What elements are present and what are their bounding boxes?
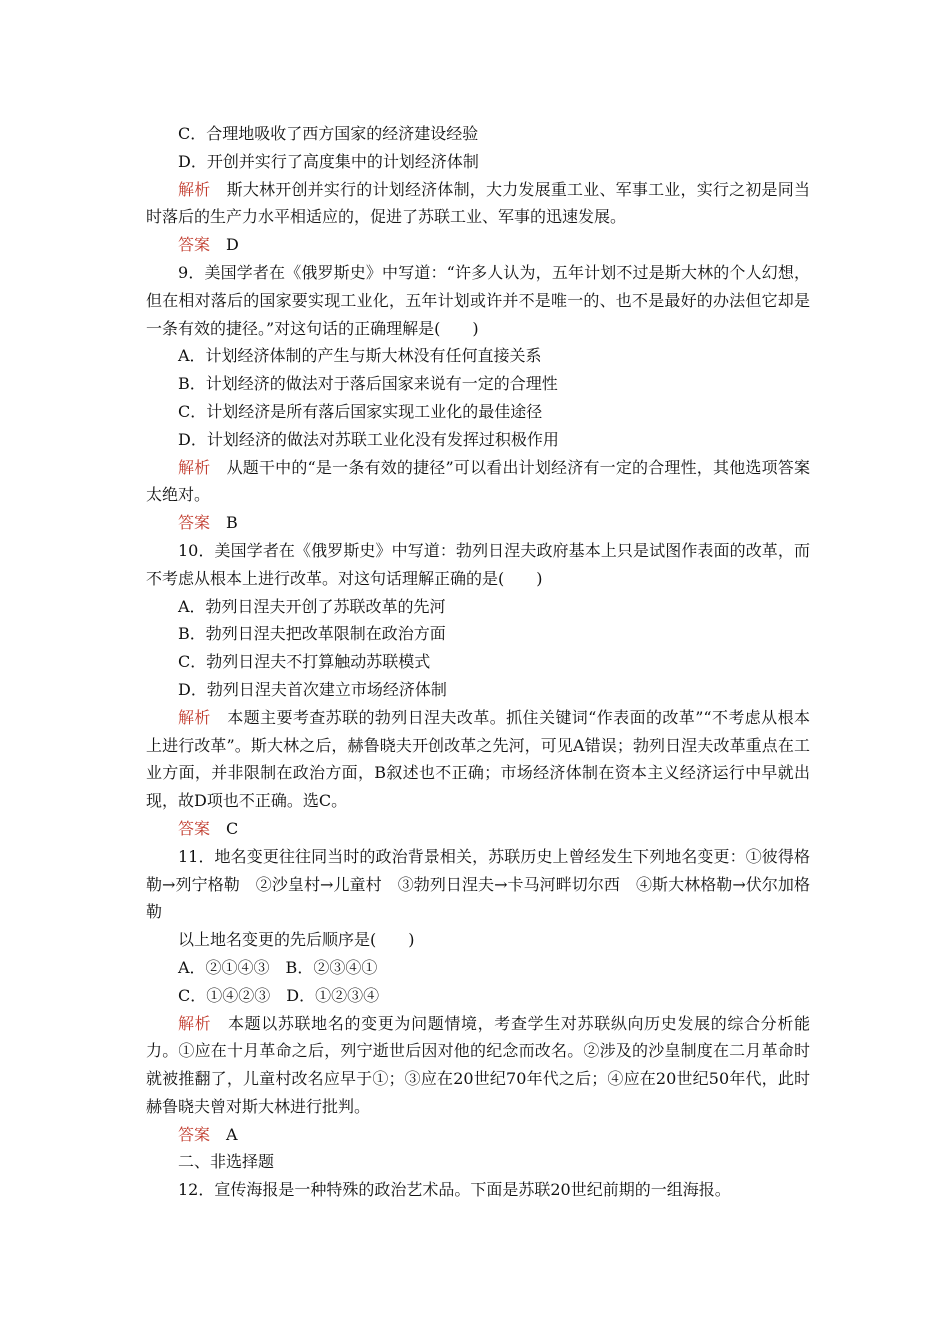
q11-question: 以上地名变更的先后顺序是( ) [178, 930, 415, 950]
q9-option-c: C．计划经济是所有落后国家实现工业化的最佳途径 [178, 401, 543, 421]
q9-option-b: B．计划经济的做法对于落后国家来说有一定的合理性 [178, 374, 558, 394]
analysis-label: 解析 [178, 707, 211, 727]
answer-label: 答案 [178, 235, 211, 255]
q11-analysis [146, 1010, 810, 1121]
analysis-label: 解析 [178, 457, 211, 477]
analysis-label: 解析 [178, 1013, 212, 1033]
answer-value: C [210, 818, 239, 838]
q9-answer [146, 509, 810, 537]
q10-stem: 10．美国学者在《俄罗斯史》中写道：勃列日涅夫政府基本上只是试图作表面的改革，而不考虑从根本上进行改革。对这句话理解正确的是( ) [146, 540, 810, 588]
q8-analysis [146, 176, 810, 232]
q8-answer [146, 231, 810, 259]
analysis-text: 从题干中的“是一条有效的捷径”可以看出计划经济有一定的合理性，其他选项答案太绝对。 [146, 457, 810, 505]
answer-value: B [210, 513, 238, 533]
analysis-text: 本题以苏联地名的变更为问题情境，考查学生对苏联纵向历史发展的综合分析能力。①应在十月革命之后，列宁逝世后因对他的纪念而改名。②涉及的沙皇制度在二月革命时就被推翻了，儿童村改名应早于①；③应在20世纪70年代之后；④应在20世纪50年代，此时赫鲁晓夫曾对斯大林进行批判。 [146, 1013, 810, 1116]
q10-option-a: A．勃列日涅夫开创了苏联改革的先河 [178, 596, 446, 616]
q10-answer [146, 815, 810, 843]
q11-options-cd: C．①④②③ D．①②③④ [178, 985, 380, 1005]
answer-value: A [210, 1124, 238, 1144]
q12-stem: 12．宣传海报是一种特殊的政治艺术品。下面是苏联20世纪前期的一组海报。 [178, 1180, 731, 1200]
answer-label: 答案 [178, 1124, 211, 1144]
answer-value: D [210, 235, 239, 255]
q8-option-d: D．开创并实行了高度集中的计划经济体制 [178, 151, 479, 171]
analysis-text: 本题主要考查苏联的勃列日涅夫改革。抓住关键词“作表面的改革”“不考虑从根本上进行改革”。斯大林之后，赫鲁晓夫开创改革之先河，可见A错误；勃列日涅夫改革重点在工业方面，并非限制在政治方面，B叙述也不正确；市场经济体制在资本主义经济运行中早就出现，故D项也不正确。选C。 [146, 707, 810, 811]
q9-option-d: D．计划经济的做法对苏联工业化没有发挥过积极作用 [178, 429, 559, 449]
answer-label: 答案 [178, 818, 211, 838]
analysis-text: 斯大林开创并实行的计划经济体制，大力发展重工业、军事工业，实行之初是同当时落后的生产力水平相适应的，促进了苏联工业、军事的迅速发展。 [146, 179, 810, 227]
q9-analysis [146, 454, 810, 510]
q11-stem: 11．地名变更往往同当时的政治背景相关，苏联历史上曾经发生下列地名变更：①彼得格勒→列宁格勒 ②沙皇村→儿童村 ③勃列日涅夫→卡马河畔切尔西 ④斯大林格勒→伏尔加格勒 [146, 846, 810, 922]
q11-options-ab: A．②①④③ B．②③④① [178, 957, 378, 977]
document-body [146, 120, 810, 1204]
answer-label: 答案 [178, 513, 211, 533]
section-heading: 二、非选择题 [178, 1152, 275, 1172]
q9-option-a: A．计划经济体制的产生与斯大林没有任何直接关系 [178, 346, 542, 366]
q10-analysis [146, 704, 810, 815]
q8-option-c: C．合理地吸收了西方国家的经济建设经验 [178, 124, 479, 143]
q10-option-d: D．勃列日涅夫首次建立市场经济体制 [178, 679, 447, 699]
analysis-label: 解析 [178, 179, 211, 199]
q10-option-b: B．勃列日涅夫把改革限制在政治方面 [178, 624, 446, 644]
q10-option-c: C．勃列日涅夫不打算触动苏联模式 [178, 652, 431, 672]
q9-stem: 9．美国学者在《俄罗斯史》中写道：“许多人认为，五年计划不过是斯大林的个人幻想，但在相对落后的国家要实现工业化，五年计划或许并不是唯一的、也不是最好的办法但它却是一条有效的捷径。”对这句话的正确理解是( ) [146, 262, 810, 338]
q11-answer [146, 1121, 810, 1149]
